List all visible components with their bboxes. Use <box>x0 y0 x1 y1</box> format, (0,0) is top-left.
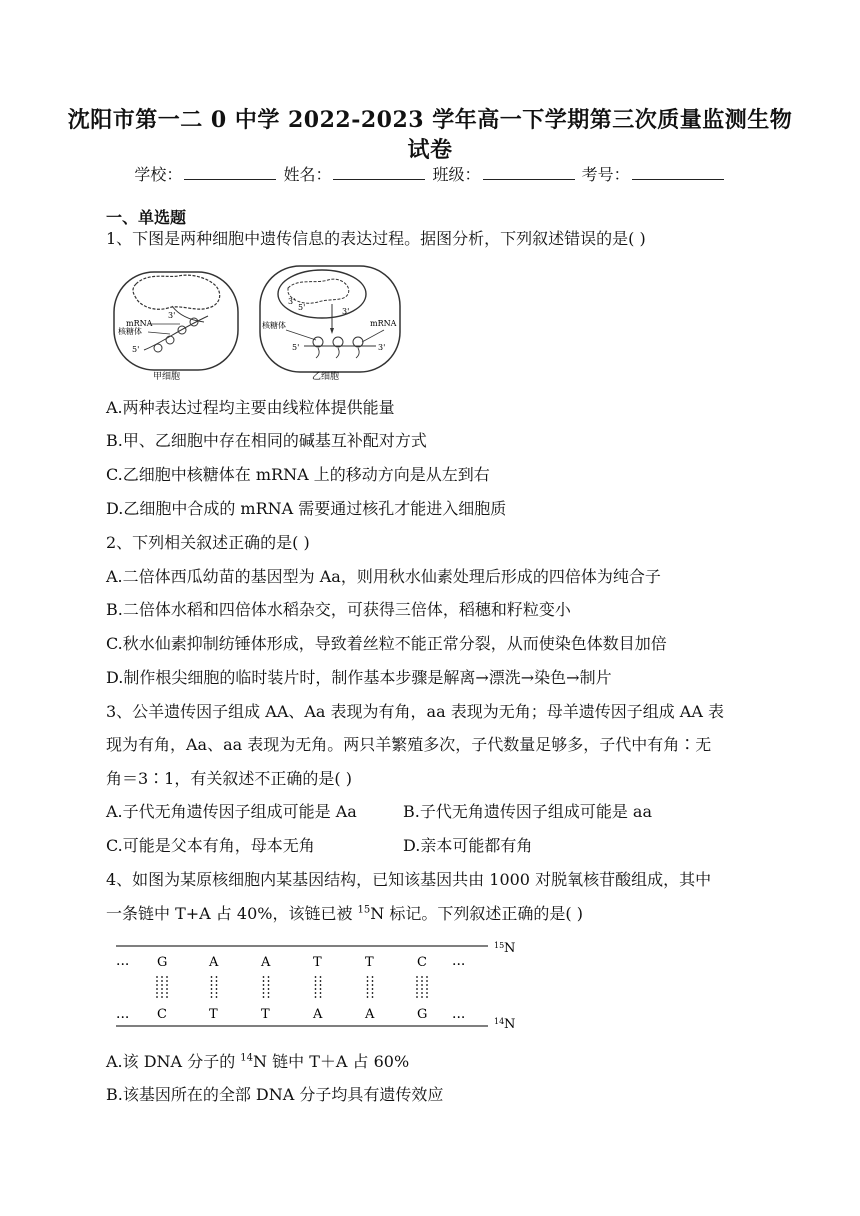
q3-option-c[interactable]: C.可能是父本有角，母本无角 <box>106 836 315 855</box>
school-label: 学校： <box>134 165 183 184</box>
top-ellipsis-left: ··· <box>116 957 130 973</box>
top-ellipsis-right: ··· <box>452 957 466 973</box>
bottom-base-5: A <box>365 1007 375 1022</box>
bottom-strand-label: N <box>504 1017 516 1032</box>
exam-no-blank[interactable] <box>632 165 724 180</box>
q1-stem: 1、下图是两种细胞中遗传信息的表达过程。据图分析，下列叙述错误的是( ) <box>106 229 646 248</box>
q3-stem-line1: 3、公羊遗传因子组成 AA、Aa 表现为有角，aa 表现为无角；母羊遗传因子组成 AA 表 <box>106 702 725 721</box>
top-base-1: G <box>157 955 168 970</box>
dna-diagram <box>110 936 530 1036</box>
q4-stem-line2 <box>106 903 583 925</box>
cell-b-end3-top: 3' <box>288 297 296 306</box>
q1-option-d[interactable]: D.乙细胞中合成的 mRNA 需要通过核孔才能进入细胞质 <box>106 499 507 518</box>
school-blank[interactable] <box>184 165 276 180</box>
q4-option-a-post: N 链中 T＋A 占 60% <box>253 1052 410 1071</box>
hydrogen-bonds-2 <box>212 976 217 1000</box>
q1-option-b[interactable]: B.甲、乙细胞中存在相同的碱基互补配对方式 <box>106 431 427 450</box>
top-base-3: A <box>261 955 271 970</box>
bottom-ellipsis-right: ··· <box>452 1010 466 1026</box>
cell-b-diagram <box>260 266 400 382</box>
cell-a-end5: 5' <box>132 345 140 354</box>
hydrogen-bonds-4 <box>316 976 321 1000</box>
top-base-2: A <box>209 955 219 970</box>
cell-a-label: 甲细胞 <box>153 372 181 382</box>
q1-option-a[interactable]: A.两种表达过程均主要由线粒体提供能量 <box>106 398 395 417</box>
q1-option-c[interactable]: C.乙细胞中核糖体在 mRNA 上的移动方向是从左到右 <box>106 465 490 484</box>
paper-title-line2: 试卷 <box>407 137 453 163</box>
q2-option-a[interactable]: A.二倍体西瓜幼苗的基因型为 Aa，则用秋水仙素处理后形成的四倍体为纯合子 <box>106 567 661 586</box>
top-strand-label: N <box>504 941 516 956</box>
exam-no-label: 考号： <box>581 165 630 184</box>
cell-a-diagram <box>114 272 238 382</box>
cell-b-end3: 3' <box>378 343 386 352</box>
q4-stem-line1: 4、如图为某原核细胞内某基因结构，已知该基因共由 1000 对脱氧核苷酸组成，其中 <box>106 870 712 889</box>
hydrogen-bonds-3 <box>264 976 269 1000</box>
q3-stem-line3: 角＝3∶1，有关叙述不正确的是( ) <box>106 769 352 788</box>
q2-stem: 2、下列相关叙述正确的是( ) <box>106 533 310 552</box>
bottom-strand-isotope-sup: 14 <box>494 1017 505 1026</box>
q2-option-d[interactable]: D.制作根尖细胞的临时装片时，制作基本步骤是解离→漂洗→染色→制片 <box>106 668 612 687</box>
hydrogen-bonds-1 <box>157 976 167 1000</box>
q3-option-d[interactable]: D.亲本可能都有角 <box>403 836 533 855</box>
q4-option-a[interactable] <box>106 1051 409 1073</box>
class-blank[interactable] <box>483 165 575 180</box>
q4-stem-line2-pre: 一条链中 T+A 占 40%，该链已被 <box>106 904 358 923</box>
student-info-line <box>0 162 860 185</box>
cell-b-end5-top: 5' <box>298 303 306 312</box>
top-base-4: T <box>313 955 322 970</box>
bottom-base-4: A <box>313 1007 323 1022</box>
cell-a-end3: 3' <box>168 311 176 320</box>
cell-a-ribosome-label: 核糖体 <box>118 327 142 336</box>
hydrogen-bonds-6 <box>417 976 427 1000</box>
name-blank[interactable] <box>333 165 425 180</box>
bottom-base-3: T <box>261 1007 270 1022</box>
q4-stem-line2-post: N 标记。下列叙述正确的是( ) <box>370 904 583 923</box>
class-label: 班级： <box>432 165 481 184</box>
top-base-5: T <box>365 955 374 970</box>
q4-isotope-sup: 15 <box>357 904 371 916</box>
cell-b-end3-mid: 3' <box>342 307 350 316</box>
q2-option-b[interactable]: B.二倍体水稻和四倍体水稻杂交，可获得三倍体，稻穗和籽粒变小 <box>106 600 571 619</box>
bottom-base-2: T <box>209 1007 218 1022</box>
q3-option-b[interactable]: B.子代无角遗传因子组成可能是 aa <box>403 802 653 821</box>
q1-figure <box>108 264 408 384</box>
cell-a-mrna-label: mRNA <box>126 319 153 328</box>
q4-option-a-pre: A.该 DNA 分子的 <box>106 1052 241 1071</box>
section-heading: 一、单选题 <box>106 208 187 227</box>
paper-title-line1: 沈阳市第一二 0 中学 2022-2023 学年高一下学期第三次质量监测生物 <box>67 107 793 133</box>
bottom-base-6: G <box>417 1007 428 1022</box>
bottom-ellipsis-left: ··· <box>116 1010 130 1026</box>
q4-option-a-sup: 14 <box>240 1052 254 1064</box>
top-strand-isotope-sup: 15 <box>494 941 505 950</box>
q3-stem-line2: 现为有角，Aa、aa 表现为无角。两只羊繁殖多次，子代数量足够多，子代中有角∶无 <box>106 735 712 754</box>
bottom-base-1: C <box>157 1007 167 1022</box>
top-base-6: C <box>417 955 427 970</box>
name-label: 姓名： <box>283 165 332 184</box>
cell-b-label: 乙细胞 <box>312 372 340 382</box>
q4-option-b[interactable]: B.该基因所在的全部 DNA 分子均具有遗传效应 <box>106 1085 444 1104</box>
cell-b-end5: 5' <box>292 343 300 352</box>
q2-option-c[interactable]: C.秋水仙素抑制纺锤体形成，导致着丝粒不能正常分裂，从而使染色体数目加倍 <box>106 634 667 653</box>
hydrogen-bonds-5 <box>368 976 373 1000</box>
cell-b-ribosome-label: 核糖体 <box>262 321 286 330</box>
q3-option-a[interactable]: A.子代无角遗传因子组成可能是 Aa <box>106 802 357 821</box>
cell-b-mrna-label: mRNA <box>370 319 397 328</box>
